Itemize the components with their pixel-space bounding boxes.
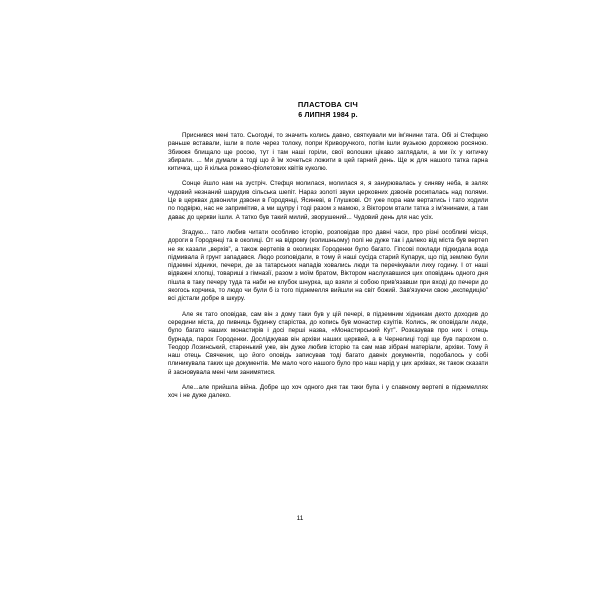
document-title: ПЛАСТОВА СІЧ xyxy=(297,100,359,109)
paragraph: Згадую... тато любив читати особливо історію, розповідав про давні часи, про різні особливі місця, дороги в Городянці та в околиці. От на відрому (колишньому) полі не дуже так і далеко від міста був вертеп не як казали „верхів”, а також вертепів в околицях Городенки було багато. Гіпсові поклади підкидала вода підмивала й грунт западався. Людо розповідали, в тому й наші сусіда старий Купарук, що під землею були підземні хідники, печери, де за татарських нападів ховались люди та перечікували лиху годину. І от наші відважні хлопці, товариші з гімназії, разом з моїм братом, Віктором наслухавшися цих оповідань одного дня пішла в таку печеру туда та наби не клубок шнурка, що взяли зі собою прив'язавши при вході до печери до якогось корчика, то людо чи були б із того підземелля вийшли на світ божий. Зав'язуючи свою „експедицію” всі дістали добре в шкуру. xyxy=(168,228,488,303)
paragraph: Але...але прийшла війна. Добре що хоч одного дня так таки бупа і у славному вертепі в підземеллях хоч і не дуже далеко. xyxy=(168,384,488,400)
paragraph: Сонце йшло нам на зустріч. Стефця молилася, молилася я, я занурювалась у синяву неба, в залях чудовий незнаний шарудив сільська шепіт. Нараз золоті звуки церковних дзвонів росипалась над полями. Це в церквах дзвонили дзвони в Городянці, Ясиневі, в Глушкові. От уже пора нам вертатись і тато ходили по подвірю, нас не запримітив, а ми щупру і тоді разом з мамою, з Віктором втали татка з ім'янинами, а там даває до церкви ішли. А татко був такий милий, зворушений... Чудовий день для нас усіх. xyxy=(168,180,488,221)
paragraph: Приснився мені тато. Сьогодні, то значить колись давно, святкували ми ім'янини тата. Обі зі Стефцею раньше вставали, ішли в поле через толоку, попри Криворучкого, потім ішли вузькою дорожкою росяною. Збижжя блищало ще росою, тут і там наші горіли, свої волошки цікаво заглядали, а ми їх у китичку збирали. ... Ми думали а тоді що й їм хочеться ложити в цей гарний день. Ще ж для нашого татка гарна китичка, що й кілька рожево-фіолетових квітів куколю. xyxy=(168,132,488,173)
document-body xyxy=(168,132,488,401)
paragraph: Але як тато оповідав, сам він з дому таки був у цій печері, в підземним хідникам дехто доходив до середини міста, до пивниць будинку старіства, до копись був монастир єзуітів. Колись, як оповідали люде, було багато наших монастирів і досі перші назва, «Монастирський Кут”. Розказував про них і отець бурнада, парох Городенки. Досліджував він архіви наших церквей, а в Чернелиці тоді ще був парохом о. Теодор Лозинський, старенький уже, він дуже любив історію та сам мав зібрані матеріали, архіви. Тому й наш отець Свяченик, що його оповідь записував тоді багато давніх документів, подобалось у собі плиникувала таких ще документів. Ме мало чого нашого було про наш нарід у цих архівах, як також сказати й засновувала мені чим занимятися. xyxy=(168,310,488,376)
page-number: 11 xyxy=(296,515,304,522)
document-subtitle: 6 ЛИПНЯ 1984 р. xyxy=(298,112,358,119)
